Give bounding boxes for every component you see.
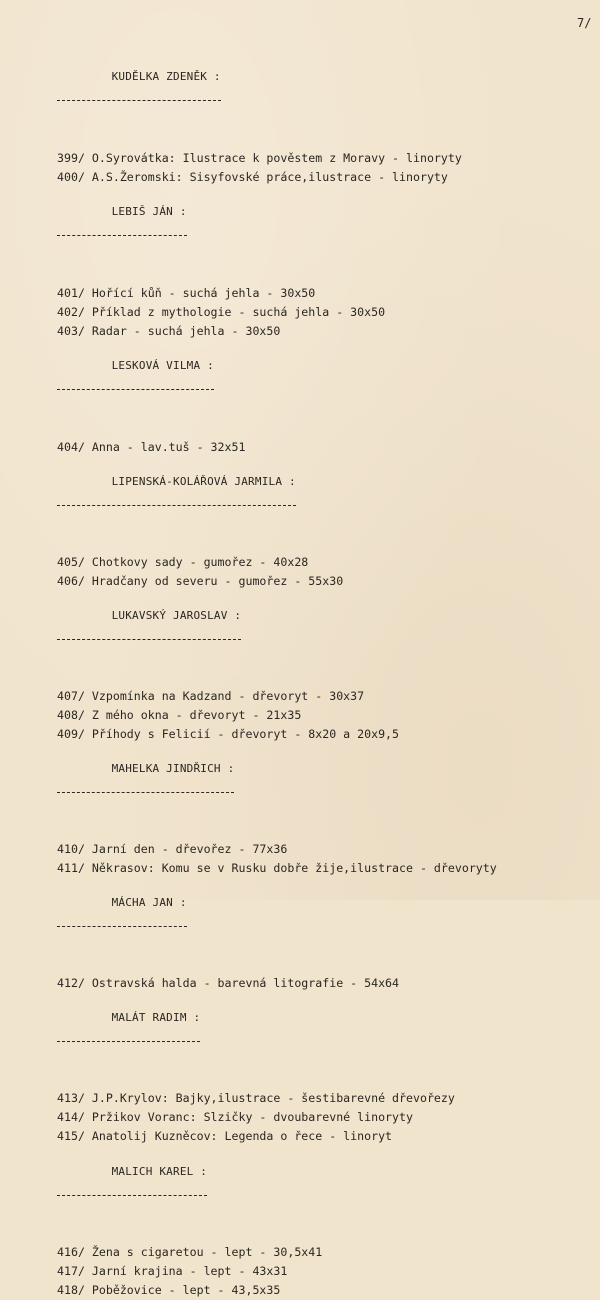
artwork-list — [57, 1243, 597, 1300]
artist-heading — [57, 56, 221, 129]
artwork-item: 404/ Anna - lav.tuš - 32x51 — [57, 440, 246, 454]
artist-name: LEBIŠ JÁN : — [111, 205, 187, 218]
artist-name: LESKOVÁ VILMA : — [111, 359, 214, 372]
artist-name: MALÁT RADIM : — [111, 1011, 201, 1024]
artwork-item: 414/ Pržikov Voranc: Slzičky - dvoubarevné linoryty — [57, 1110, 413, 1124]
artist-heading — [57, 595, 241, 668]
artwork-list — [57, 840, 597, 878]
artist-section — [57, 461, 597, 591]
artwork-item: 399/ O.Syrovátka: Ilustrace k pověstem z Moravy - linoryty — [57, 151, 462, 165]
artist-heading — [57, 191, 187, 264]
artwork-item: 412/ Ostravská halda - barevná litografie - 54x64 — [57, 976, 400, 990]
heading-underline — [57, 1195, 207, 1196]
artwork-list — [57, 553, 597, 591]
heading-underline — [57, 1041, 200, 1042]
heading-underline — [57, 100, 221, 101]
artist-section — [57, 595, 597, 744]
artist-section — [57, 191, 597, 341]
heading-underline — [57, 505, 296, 506]
artist-name: MÁCHA JAN : — [111, 896, 187, 909]
artwork-list — [57, 149, 597, 187]
artwork-item: 400/ A.S.Žeromski: Sisyfovské práce,ilustrace - linoryty — [57, 170, 448, 184]
artist-name: MAHELKA JINDŘICH : — [111, 762, 235, 775]
artist-name: KUDĚLKA ZDENĚK : — [111, 70, 221, 83]
artist-name: MALICH KAREL : — [111, 1165, 208, 1178]
artwork-list — [57, 974, 597, 993]
artwork-item: 416/ Žena s cigaretou - lept - 30,5x41 — [57, 1245, 323, 1259]
artist-section — [57, 997, 597, 1146]
artist-name: LIPENSKÁ-KOLÁŘOVÁ JARMILA : — [111, 475, 296, 488]
heading-underline — [57, 926, 187, 927]
artist-section — [57, 345, 597, 457]
artwork-item: 408/ Z mého okna - dřevoryt - 21x35 — [57, 708, 302, 722]
artwork-item: 413/ J.P.Krylov: Bajky,ilustrace - šestibarevné dřevořezy — [57, 1091, 455, 1105]
artwork-list — [57, 1089, 597, 1146]
artist-section — [57, 1151, 597, 1300]
catalog-list — [57, 56, 597, 1300]
artist-section — [57, 882, 597, 993]
artwork-list — [57, 284, 597, 341]
artwork-item: 401/ Hořící kůň - suchá jehla - 30x50 — [57, 286, 316, 300]
artist-heading — [57, 461, 296, 534]
artist-name: LUKAVSKÝ JAROSLAV : — [111, 609, 242, 622]
heading-underline — [57, 792, 234, 793]
artwork-item: 407/ Vzpomínka na Kadzand - dřevoryt - 30x37 — [57, 689, 365, 703]
artist-heading — [57, 345, 214, 418]
heading-underline — [57, 235, 187, 236]
artist-heading — [57, 882, 187, 955]
artwork-item: 406/ Hradčany od severu - gumořez - 55x30 — [57, 574, 344, 588]
artwork-item: 417/ Jarní krajina - lept - 43x31 — [57, 1264, 288, 1278]
artwork-item: 411/ Někrasov: Komu se v Rusku dobře žije,ilustrace - dřevoryty — [57, 861, 497, 875]
heading-underline — [57, 639, 241, 640]
artwork-item: 405/ Chotkovy sady - gumořez - 40x28 — [57, 555, 309, 569]
artwork-item: 418/ Poběžovice - lept - 43,5x35 — [57, 1283, 281, 1297]
artist-section — [57, 56, 597, 187]
artist-heading — [57, 997, 200, 1070]
artwork-item: 402/ Příklad z mythologie - suchá jehla - 30x50 — [57, 305, 386, 319]
artwork-list — [57, 438, 597, 457]
artwork-item: 415/ Anatolij Kuzněcov: Legenda o řece - linoryt — [57, 1129, 393, 1143]
artwork-item: 403/ Radar - suchá jehla - 30x50 — [57, 324, 281, 338]
artwork-item: 410/ Jarní den - dřevořez - 77x36 — [57, 842, 288, 856]
artist-heading — [57, 1151, 207, 1224]
heading-underline — [57, 389, 214, 390]
artwork-list — [57, 687, 597, 744]
artwork-item: 409/ Příhody s Felicií - dřevoryt - 8x20 a 20x9,5 — [57, 727, 400, 741]
artist-section — [57, 748, 597, 878]
page-number: 7/ — [577, 16, 592, 30]
artist-heading — [57, 748, 234, 821]
